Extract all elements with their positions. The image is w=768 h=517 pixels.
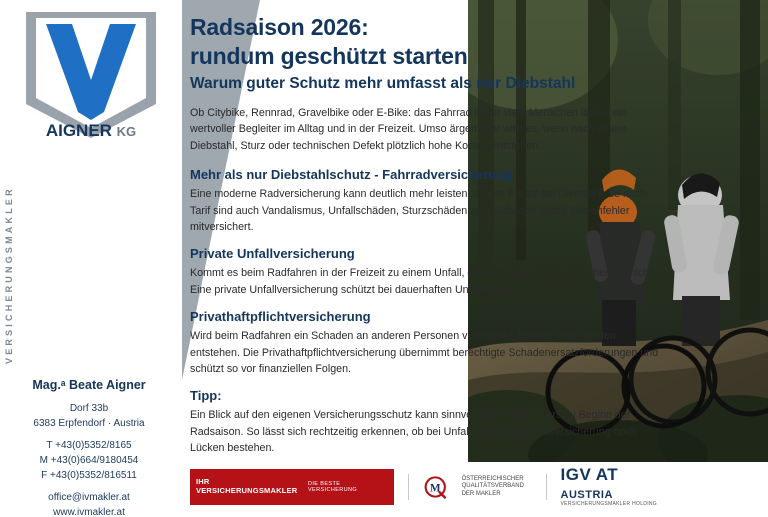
qm-logo: [423, 472, 532, 502]
qm-seal-icon: [423, 473, 458, 501]
article-section: [190, 167, 698, 235]
logo-wordmark: AIGNER KG: [45, 121, 137, 140]
igv-logo-austria: AUSTRIA: [560, 488, 613, 501]
contact-mobile: M +43(0)664/9180454: [39, 455, 139, 466]
section-body: Eine moderne Radversicherung kann deutlich mehr leisten als den Ersatz bei Diebstahl. Je nach Tarif sind auch Vandalismus, Unfallschäden, Sturzschäden oder Schäden durch Bedienfehler mitversichert.: [190, 188, 647, 234]
ivm-logo: [190, 469, 394, 505]
svg-text:M: M: [429, 482, 441, 495]
igv-logo-sub: VERSICHERUNGSMAKLER HOLDING: [560, 501, 657, 508]
contact-email[interactable]: office@ivmakler.at: [48, 492, 130, 503]
footer-divider: [546, 474, 547, 500]
section-body: Ein Blick auf den eigenen Versicherungsschutz kann sinnvoll sein – besonders zu Beginn der Radsaison. So lässt sich rechtzeitig erkennen, ob bei Unfall- oder Haftpflichtversicherung noch Lücken bestehen.: [190, 409, 637, 455]
contact-phone: T +43(0)5352/8165: [46, 440, 132, 451]
article-section-tip: [190, 388, 698, 456]
section-heading: Privathaftpflichtversicherung: [190, 309, 371, 325]
section-body: Kommt es beim Radfahren in der Freizeit zu einem Unfall, greift die gesetzliche Absicherung nicht. Eine private Unfallversicherung schützt bei dauerhaften Unfallfolgen.: [190, 267, 656, 296]
igv-logo: [560, 465, 670, 508]
contact-block: [0, 378, 178, 517]
ivm-logo-line2: DIE BESTE VERSICHERUNG: [307, 480, 358, 493]
contact-street: Dorf 33b: [69, 403, 109, 414]
igv-logo-name: IGV: [560, 465, 592, 485]
article-subtitle: Warum guter Schutz mehr umfasst als nur Diebstahl: [190, 75, 576, 92]
article-section: [190, 246, 698, 298]
sidebar: [0, 0, 182, 517]
section-heading: Mehr als nur Diebstahlschutz - Fahrradversicherung: [190, 167, 513, 183]
section-heading: Tipp:: [190, 388, 222, 404]
footer-divider: [408, 474, 409, 500]
section-heading: Private Unfallversicherung: [190, 246, 355, 262]
article-title-line2: rundum geschützt starten: [190, 43, 468, 69]
company-logo: [16, 8, 166, 148]
contact-name: Mag.ᵃ Beate Aigner: [32, 378, 146, 392]
article-title-line1: Radsaison 2026:: [190, 14, 369, 40]
footer-logos: [190, 465, 670, 508]
ivm-logo-line1: IHR VERSICHERUNGSMAKLER: [196, 477, 298, 495]
section-body: Wird beim Radfahren ein Schaden an anderen Personen verursacht, können hohe Kosten entstehen. Die Privathaftpflichtversicherung übernimmt berechtigte Schadenersatzforderungen und schützt so vor finanziellen Folgen.: [190, 330, 659, 376]
qm-logo-label: ÖSTERREICHISCHER QUALITÄTSVERBAND DER MAKLER: [461, 476, 524, 497]
contact-website[interactable]: www.ivmakler.at: [53, 507, 125, 517]
contact-fax: F +43(0)5352/816511: [41, 470, 137, 481]
vertical-brand-text: VERSICHERUNGSMAKLER: [4, 186, 14, 364]
article-intro: Ob Citybike, Rennrad, Gravelbike oder E-Bike: das Fahrrad ist für viele Menschen längst ein wertvoller Begleiter im Alltag und in der Freizeit. Umso ärgerlicher wird es, wenn nach einem Diebstahl, Sturz oder technischen Defekt plötzlich hohe Kosten entstehen.: [190, 107, 627, 152]
article-content: [190, 14, 698, 468]
igv-logo-at: AT: [595, 465, 619, 485]
article-section: [190, 309, 698, 377]
contact-city: 6383 Erpfendorf · Austria: [33, 418, 145, 429]
